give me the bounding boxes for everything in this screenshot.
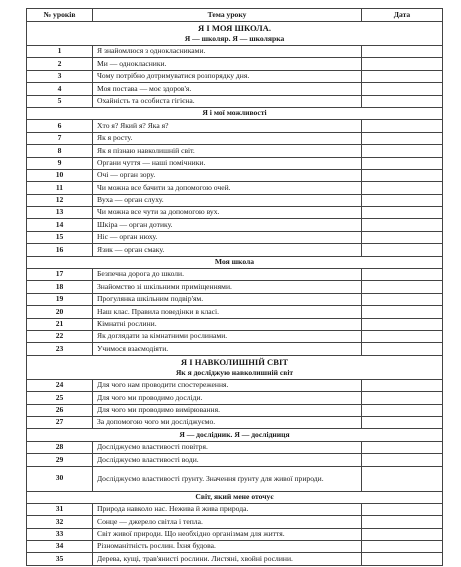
section-heading <box>27 491 443 503</box>
lesson-number: 4 <box>27 83 93 95</box>
lesson-number: 34 <box>27 541 93 553</box>
lesson-date-cell[interactable] <box>362 231 443 243</box>
lesson-row <box>27 231 443 243</box>
lesson-topic: Чому потрібно дотримуватися розпорядку дня. <box>93 70 362 82</box>
lesson-row <box>27 293 443 305</box>
lesson-topic: Я знайомлюся з однокласниками. <box>93 46 362 58</box>
lesson-row <box>27 454 443 466</box>
lesson-date-cell[interactable] <box>362 46 443 58</box>
lesson-date-cell[interactable] <box>362 516 443 528</box>
lesson-topic: Кімнатні рослини. <box>93 318 362 330</box>
lesson-number: 14 <box>27 219 93 231</box>
lesson-date-cell[interactable] <box>362 379 443 391</box>
lesson-topic: Для чого ми проводимо вимірювання. <box>93 404 362 416</box>
lesson-topic: Природа навколо нас. Нежива й жива природа. <box>93 503 362 515</box>
lesson-date-cell[interactable] <box>362 169 443 181</box>
lesson-number: 24 <box>27 379 93 391</box>
section-row <box>27 22 443 46</box>
lesson-topic: Учимося взаємодіяти. <box>93 343 362 355</box>
lesson-number: 33 <box>27 528 93 540</box>
lesson-date-cell[interactable] <box>362 416 443 428</box>
lesson-row <box>27 169 443 181</box>
lesson-topic: Досліджуємо властивості ґрунту. Значення ґрунту для живої природи. <box>93 466 362 491</box>
lesson-row <box>27 244 443 256</box>
lesson-topic: Досліджуємо властивості води. <box>93 454 362 466</box>
lesson-row <box>27 441 443 453</box>
lesson-topic: Очі — орган зору. <box>93 169 362 181</box>
lesson-topic: Хто я? Який я? Яка я? <box>93 120 362 132</box>
lesson-date-cell[interactable] <box>362 120 443 132</box>
section-subtitle: Я і мої можливості <box>202 108 267 118</box>
lesson-number: 5 <box>27 95 93 107</box>
section-title: Я І МОЯ ШКОЛА. <box>197 22 272 33</box>
section-row <box>27 429 443 441</box>
section-heading <box>27 107 443 119</box>
lesson-row <box>27 269 443 281</box>
lesson-number: 12 <box>27 194 93 206</box>
lesson-topic: Чи можна все чути за допомогою вух. <box>93 207 362 219</box>
section-heading <box>27 256 443 268</box>
lesson-row <box>27 58 443 70</box>
lesson-date-cell[interactable] <box>362 404 443 416</box>
section-row <box>27 107 443 119</box>
lesson-date-cell[interactable] <box>362 182 443 194</box>
lesson-topic: Знайомство зі шкільними приміщеннями. <box>93 281 362 293</box>
lesson-date-cell[interactable] <box>362 207 443 219</box>
lesson-number: 32 <box>27 516 93 528</box>
lesson-row <box>27 207 443 219</box>
lesson-number: 30 <box>27 466 93 491</box>
lesson-date-cell[interactable] <box>362 157 443 169</box>
header-date: Дата <box>362 9 443 22</box>
table-body <box>27 22 443 566</box>
lesson-date-cell[interactable] <box>362 70 443 82</box>
lesson-row <box>27 466 443 491</box>
lesson-row <box>27 120 443 132</box>
lesson-number: 8 <box>27 145 93 157</box>
lesson-topic: Різноманітність рослин. Їхня будова. <box>93 541 362 553</box>
lesson-topic: Безпечна дорога до школи. <box>93 269 362 281</box>
lesson-date-cell[interactable] <box>362 528 443 540</box>
lesson-number: 9 <box>27 157 93 169</box>
lesson-number: 16 <box>27 244 93 256</box>
lesson-number: 31 <box>27 503 93 515</box>
lesson-row <box>27 553 443 565</box>
lesson-number: 25 <box>27 392 93 404</box>
lesson-date-cell[interactable] <box>362 441 443 453</box>
lesson-date-cell[interactable] <box>362 95 443 107</box>
lesson-topic: Ніс — орган нюху. <box>93 231 362 243</box>
section-subtitle: Моя школа <box>214 257 255 267</box>
section-heading <box>27 429 443 441</box>
lesson-row <box>27 182 443 194</box>
lesson-number: 28 <box>27 441 93 453</box>
lesson-topic: Вуха — орган слуху. <box>93 194 362 206</box>
lesson-date-cell[interactable] <box>362 281 443 293</box>
lessons-table <box>26 8 443 566</box>
lesson-topic: Моя постава — моє здоров'я. <box>93 83 362 95</box>
lesson-row <box>27 541 443 553</box>
section-subtitle: Світ, який мене оточує <box>195 491 274 501</box>
lesson-date-cell[interactable] <box>362 553 443 565</box>
lesson-number: 20 <box>27 306 93 318</box>
lesson-number: 7 <box>27 132 93 144</box>
lesson-number: 11 <box>27 182 93 194</box>
lesson-number: 6 <box>27 120 93 132</box>
lesson-topic: Як доглядати за кімнатними рослинами. <box>93 330 362 342</box>
lesson-date-cell[interactable] <box>362 145 443 157</box>
lesson-number: 1 <box>27 46 93 58</box>
lesson-topic: Досліджуємо властивості повітря. <box>93 441 362 453</box>
section-row <box>27 491 443 503</box>
lesson-row <box>27 392 443 404</box>
lesson-date-cell[interactable] <box>362 306 443 318</box>
lesson-topic: За допомогою чого ми досліджуємо. <box>93 416 362 428</box>
lesson-topic: Прогулянка шкільним подвір'ям. <box>93 293 362 305</box>
lesson-topic: Язик — орган смаку. <box>93 244 362 256</box>
section-subtitle: Я — дослідник. Я — дослідниця <box>179 429 290 439</box>
lesson-date-cell[interactable] <box>362 132 443 144</box>
section-heading <box>27 355 443 379</box>
lesson-row <box>27 157 443 169</box>
lesson-date-cell[interactable] <box>362 194 443 206</box>
lesson-row <box>27 145 443 157</box>
lesson-date-cell[interactable] <box>362 454 443 466</box>
section-subtitle: Я — школяр. Я — школярка <box>184 33 285 43</box>
lesson-date-cell[interactable] <box>362 269 443 281</box>
lesson-topic: Світ живої природи. Що необхідно організмам для життя. <box>93 528 362 540</box>
lesson-topic: Чи можна все бачити за допомогою очей. <box>93 182 362 194</box>
lesson-topic: Для чого нам проводити спостереження. <box>93 379 362 391</box>
lesson-row <box>27 70 443 82</box>
table-header-row <box>27 9 443 22</box>
lesson-row <box>27 281 443 293</box>
header-topic: Тема уроку <box>93 9 362 22</box>
lesson-date-cell[interactable] <box>362 244 443 256</box>
lesson-date-cell[interactable] <box>362 219 443 231</box>
section-row <box>27 355 443 379</box>
lesson-number: 21 <box>27 318 93 330</box>
lesson-number: 2 <box>27 58 93 70</box>
lesson-number: 27 <box>27 416 93 428</box>
lesson-row <box>27 516 443 528</box>
lesson-row <box>27 194 443 206</box>
lesson-date-cell[interactable] <box>362 343 443 355</box>
lesson-topic: Ми — однокласники. <box>93 58 362 70</box>
lesson-topic: Як я пізнаю навколишній світ. <box>93 145 362 157</box>
lesson-date-cell[interactable] <box>362 330 443 342</box>
lesson-date-cell[interactable] <box>362 541 443 553</box>
lesson-row <box>27 46 443 58</box>
lesson-date-cell[interactable] <box>362 83 443 95</box>
lesson-date-cell[interactable] <box>362 466 443 491</box>
lesson-date-cell[interactable] <box>362 58 443 70</box>
lesson-number: 35 <box>27 553 93 565</box>
section-title: Я І НАВКОЛИШНІЙ СВІТ <box>180 356 289 367</box>
lesson-number: 23 <box>27 343 93 355</box>
lesson-row <box>27 330 443 342</box>
lesson-topic: Як я росту. <box>93 132 362 144</box>
lesson-number: 26 <box>27 404 93 416</box>
lesson-row <box>27 528 443 540</box>
lesson-number: 19 <box>27 293 93 305</box>
lesson-row <box>27 503 443 515</box>
lesson-row <box>27 95 443 107</box>
lesson-topic: Наш клас. Правила поведінки в класі. <box>93 306 362 318</box>
lesson-row <box>27 343 443 355</box>
lesson-number: 17 <box>27 269 93 281</box>
lesson-number: 13 <box>27 207 93 219</box>
header-number: № уроків <box>27 9 93 22</box>
lesson-number: 3 <box>27 70 93 82</box>
lesson-topic: Шкіра — орган дотику. <box>93 219 362 231</box>
lesson-number: 29 <box>27 454 93 466</box>
lesson-row <box>27 416 443 428</box>
lesson-topic: Органи чуття — наші помічники. <box>93 157 362 169</box>
lesson-row <box>27 219 443 231</box>
lesson-topic: Дерева, кущі, трав'янисті рослини. Листяні, хвойні рослини. <box>93 553 362 565</box>
section-heading <box>27 22 443 46</box>
lesson-date-cell[interactable] <box>362 503 443 515</box>
lesson-row <box>27 306 443 318</box>
lesson-topic: Для чого ми проводимо досліди. <box>93 392 362 404</box>
lesson-date-cell[interactable] <box>362 293 443 305</box>
lesson-number: 22 <box>27 330 93 342</box>
lesson-row <box>27 132 443 144</box>
lesson-topic: Охайність та особиста гігієна. <box>93 95 362 107</box>
lesson-number: 15 <box>27 231 93 243</box>
section-subtitle: Як я досліджую навколишній світ <box>175 367 294 377</box>
lesson-topic: Сонце — джерело світла і тепла. <box>93 516 362 528</box>
lesson-row <box>27 404 443 416</box>
lesson-number: 18 <box>27 281 93 293</box>
lesson-row <box>27 318 443 330</box>
lesson-row <box>27 83 443 95</box>
lesson-date-cell[interactable] <box>362 392 443 404</box>
lesson-date-cell[interactable] <box>362 318 443 330</box>
section-row <box>27 256 443 268</box>
lesson-row <box>27 379 443 391</box>
lesson-number: 10 <box>27 169 93 181</box>
